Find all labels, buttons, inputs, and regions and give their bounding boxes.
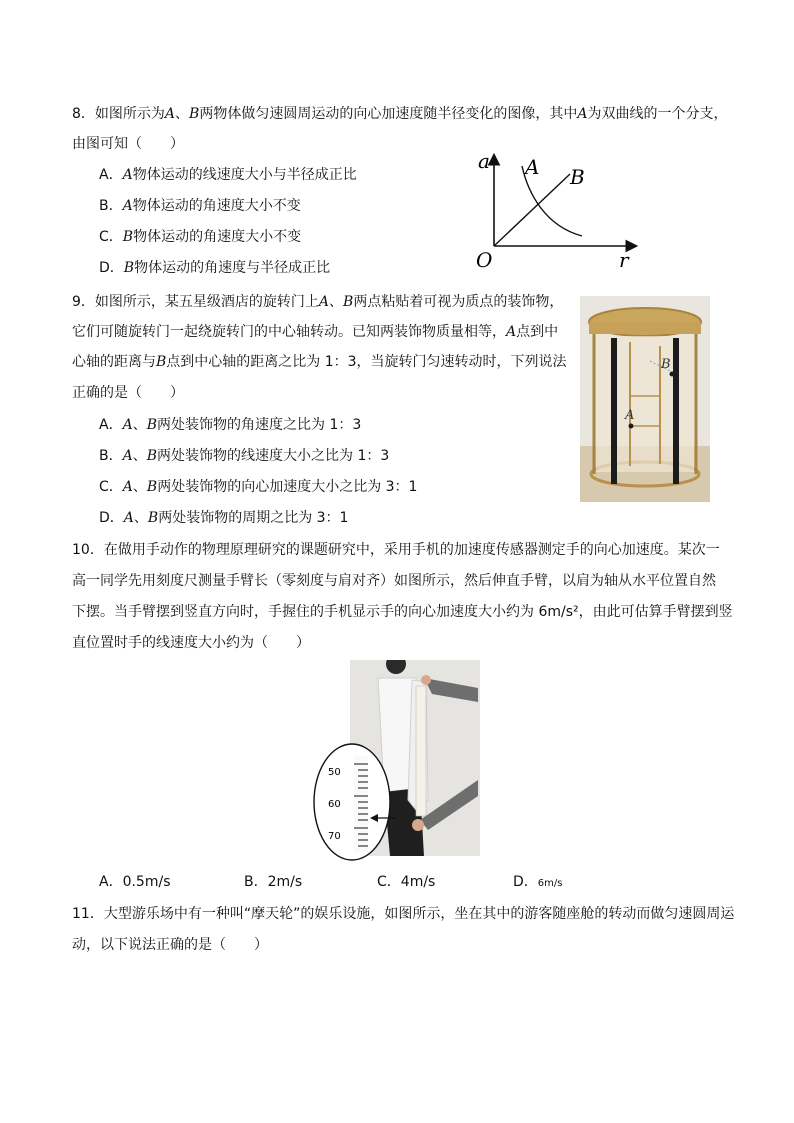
q9-line-2: [72, 322, 558, 342]
option-text: 物体运动的角速度与半径成正比: [134, 260, 331, 276]
line-b: [494, 174, 570, 246]
option-label: C．: [99, 229, 123, 245]
separator: 、: [132, 479, 147, 495]
arm-measurement-photo: [312, 660, 482, 862]
var-b: B: [146, 479, 158, 495]
q9-line-4: 正确的是（ ）: [72, 385, 184, 401]
option-label: B．: [99, 198, 123, 214]
option-label: A．: [99, 167, 123, 183]
separator: 、: [175, 106, 190, 122]
x-axis-label: r: [619, 248, 629, 272]
var-a: A: [164, 106, 176, 122]
revolving-door-photo: [580, 296, 710, 502]
option-var: B: [122, 229, 134, 245]
q9-option-c[interactable]: [99, 477, 417, 497]
q10-option-c[interactable]: [377, 872, 435, 892]
q9-line-3: [72, 352, 567, 372]
magnifier-circle: [314, 744, 390, 860]
q8-text: 8．如图所示为: [72, 106, 165, 122]
door-canopy-band: [589, 322, 701, 334]
line-b-label: B: [570, 165, 585, 189]
q11-line-1: 11．大型游乐场中有一种叫“摩天轮”的娱乐设施，如图所示，坐在其中的游客随座舱的转动而做匀速圆周运: [72, 906, 735, 922]
var-a: A: [122, 448, 133, 464]
option-label: A．: [99, 874, 123, 890]
q10-line-1: 10．在做用手动作的物理原理研究的课题研究中，采用手机的加速度传感器测定手的向心加速度。某次一: [72, 542, 720, 558]
point-a-marker: [629, 424, 634, 429]
q9-option-b[interactable]: [99, 446, 389, 466]
option-label: D．: [513, 874, 538, 890]
option-label: A．: [99, 417, 123, 433]
q8-option-c[interactable]: [99, 227, 301, 247]
var-b: B: [343, 294, 354, 310]
q11-line-2: 动，以下说法正确的是（ ）: [72, 937, 268, 953]
var-b: B: [156, 354, 167, 370]
ruler-label-70: 70: [328, 831, 341, 842]
var-b: B: [146, 448, 158, 464]
separator: 、: [133, 510, 148, 526]
q10-option-d[interactable]: [513, 872, 562, 894]
option-label: B．: [99, 448, 123, 464]
option-text: 6m/s: [537, 878, 563, 889]
ruler-label-50: 50: [328, 767, 341, 778]
point-b-marker: [670, 372, 675, 377]
var-b: B: [146, 417, 157, 433]
option-text: 两处装饰物的线速度大小之比为 1：3: [157, 448, 390, 464]
option-text: 两处装饰物的角速度之比为 1：3: [157, 417, 362, 433]
q8-option-a[interactable]: [99, 165, 357, 185]
q8-option-b[interactable]: [99, 196, 301, 216]
q10-line-2: 高一同学先用刻度尺测量手臂长（零刻度与肩对齐）如图所示，然后伸直手臂，以肩为轴从水平位置自然: [72, 573, 716, 589]
var-b: B: [189, 106, 200, 122]
separator: 、: [132, 417, 147, 433]
option-text: 两处装饰物的周期之比为 3：1: [158, 510, 349, 526]
option-text: 4m/s: [400, 874, 436, 890]
door-post-right: [673, 338, 679, 484]
option-label: C．: [99, 479, 123, 495]
q10-option-b[interactable]: [244, 872, 302, 892]
var-a: A: [122, 479, 133, 495]
option-var: A: [122, 167, 133, 183]
q8-graph: [470, 148, 642, 273]
point-b-label: B: [661, 357, 671, 372]
q10-option-a[interactable]: [99, 872, 171, 892]
point-a-label: A: [625, 408, 635, 423]
y-axis-label: a: [478, 149, 490, 173]
q10-line-3: 下摆。当手臂摆到竖直方向时，手握住的手机显示手的向心加速度大小约为 6m/s²，由此可估算手臂摆到竖: [72, 604, 733, 620]
origin-label: O: [476, 248, 493, 272]
var-a: A: [506, 324, 517, 340]
separator: 、: [132, 448, 147, 464]
option-label: D．: [99, 510, 124, 526]
option-text: 物体运动的角速度大小不变: [133, 229, 302, 245]
var-a: A: [577, 106, 588, 122]
q9-text: 点到中心轴的距离之比为 1：3，当旋转门匀速转动时，下列说法: [166, 354, 567, 370]
q9-option-a[interactable]: [99, 415, 361, 435]
option-label: D．: [99, 260, 124, 276]
q9-text: 心轴的距离与: [72, 354, 156, 370]
var-a: A: [123, 510, 134, 526]
q9-text: 两点粘贴着可视为质点的装饰物，: [353, 294, 564, 310]
curve-a-label: A: [525, 155, 540, 179]
q9-option-d[interactable]: [99, 508, 348, 528]
option-var: A: [122, 198, 133, 214]
q8-line-2: 由图可知（ ）: [72, 136, 184, 152]
ruler-label-60: 60: [328, 799, 341, 810]
option-label: B．: [244, 874, 268, 890]
option-text: 物体运动的角速度大小不变: [132, 198, 301, 214]
q8-text: 为双曲线的一个分支，: [587, 106, 728, 122]
var-a: A: [318, 294, 330, 310]
q8-text: 两物体做匀速圆周运动的向心加速度随半径变化的图像，其中: [199, 106, 578, 122]
option-text: 2m/s: [267, 874, 303, 890]
option-text: 0.5m/s: [122, 874, 171, 890]
var-b: B: [147, 510, 159, 526]
q10-line-4: 直位置时手的线速度大小约为（ ）: [72, 635, 310, 651]
option-text: 物体运动的线速度大小与半径成正比: [132, 167, 357, 183]
q8-line-1: [72, 104, 727, 124]
door-post-left: [611, 338, 617, 484]
q9-text: 9．如图所示，某五星级酒店的旋转门上: [72, 294, 319, 310]
q9-line-1: [72, 292, 563, 312]
option-var: B: [123, 260, 135, 276]
var-a: A: [122, 417, 133, 433]
q9-text: 它们可随旋转门一起绕旋转门的中心轴转动。已知两装饰物质量相等，: [72, 324, 506, 340]
door-glass: [596, 336, 694, 472]
measuring-tape: [416, 686, 426, 816]
option-label: C．: [377, 874, 401, 890]
helper-hand-bottom: [412, 819, 424, 831]
q8-option-d[interactable]: [99, 258, 330, 278]
q9-text: 点到中: [516, 324, 559, 340]
option-text: 两处装饰物的向心加速度大小之比为 3：1: [157, 479, 418, 495]
helper-hand-top: [421, 675, 431, 685]
separator: 、: [329, 294, 344, 310]
